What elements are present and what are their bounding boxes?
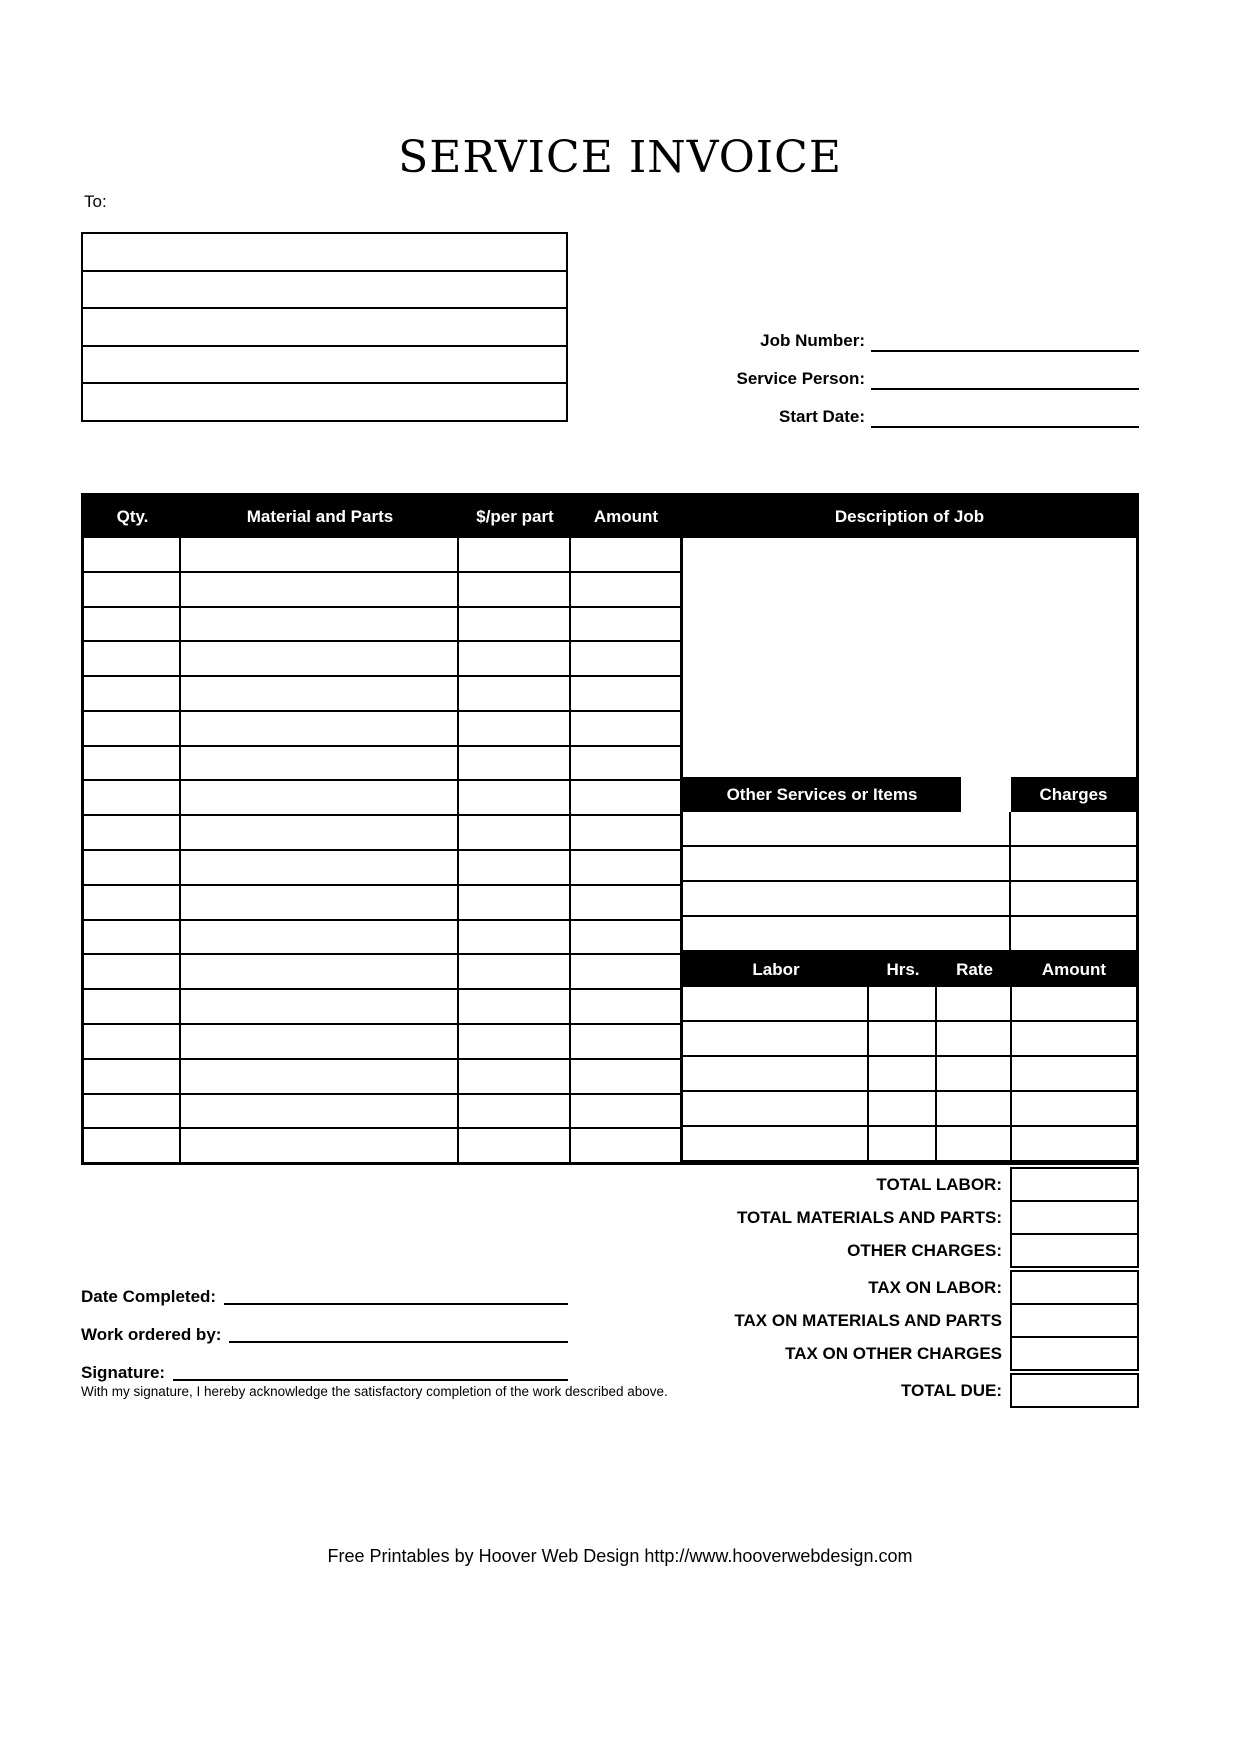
material-cell[interactable] [181,1025,459,1058]
totals-section [560,1167,1139,1408]
amount-cell[interactable] [571,781,681,814]
labor-desc-cell[interactable] [683,1092,869,1125]
total-label: OTHER CHARGES: [847,1241,1002,1260]
per-part-cell[interactable] [459,1025,571,1058]
charge-row [683,847,1136,882]
material-cell[interactable] [181,1095,459,1128]
recipient-address-box [81,232,568,422]
table-row [84,677,681,712]
material-cell[interactable] [181,573,459,606]
hours-cell[interactable] [869,1022,937,1055]
address-input-row[interactable] [83,234,566,272]
other-services-header-bar [683,777,1136,812]
signature-block [81,1267,568,1381]
amount-cell[interactable] [571,1095,681,1128]
charges-header: Charges [1011,777,1136,812]
qty-cell[interactable] [84,1025,181,1058]
labor-amount-cell[interactable] [1012,1092,1136,1125]
qty-cell[interactable] [84,538,181,571]
labor-row [683,1057,1136,1092]
material-cell[interactable] [181,747,459,780]
amount-cell[interactable] [571,921,681,954]
total-row [560,1200,1139,1235]
per-part-cell[interactable] [459,538,571,571]
labor-amount-cell[interactable] [1012,987,1136,1020]
amount-cell[interactable] [571,990,681,1023]
charge-amount-cell[interactable] [1011,812,1136,845]
signature-row [81,1343,568,1381]
signature-row-label: Signature: [81,1363,166,1382]
job-description-section [680,493,1139,1165]
other-services-header: Other Services or Items [683,777,961,812]
material-cell[interactable] [181,538,459,571]
per-part-cell[interactable] [459,886,571,919]
total-row [560,1303,1139,1338]
amount-cell[interactable] [571,886,681,919]
total-value-box[interactable] [1010,1200,1139,1235]
field-row [600,352,1139,390]
per-part-cell[interactable] [459,851,571,884]
charge-amount-cell[interactable] [1011,882,1136,915]
field-row [600,390,1139,428]
per-part-cell[interactable] [459,1060,571,1093]
qty-cell[interactable] [84,1095,181,1128]
table-row [84,608,681,643]
table-row [84,747,681,782]
qty-cell[interactable] [84,955,181,988]
total-row [560,1336,1139,1371]
per-part-cell[interactable] [459,573,571,606]
table-row [84,642,681,677]
qty-cell[interactable] [84,1060,181,1093]
labor-desc-cell[interactable] [683,987,869,1020]
table-row [84,816,681,851]
field-input-line[interactable] [871,426,1139,428]
material-cell[interactable] [181,955,459,988]
table-row [84,1129,681,1162]
materials-rows [84,538,681,1162]
address-input-row[interactable] [83,347,566,385]
field-input-line[interactable] [871,350,1139,352]
column-header: $/per part [476,507,554,526]
table-row [84,921,681,956]
table-row [84,886,681,921]
header-gap [961,777,1011,812]
labor-row [683,1127,1136,1162]
column-header: Amount [593,507,659,526]
material-cell[interactable] [181,608,459,641]
per-part-cell[interactable] [459,990,571,1023]
labor-amount-cell[interactable] [1012,1057,1136,1090]
table-row [84,1060,681,1095]
material-cell[interactable] [181,886,459,919]
rate-cell[interactable] [937,987,1012,1020]
field-label: Service Person: [736,369,865,388]
labor-column-header: Rate [956,959,993,979]
labor-row [683,1092,1136,1127]
material-cell[interactable] [181,851,459,884]
labor-column-header: Hrs. [886,959,920,979]
table-row [84,851,681,886]
per-part-cell[interactable] [459,642,571,675]
hours-cell[interactable] [869,1092,937,1125]
signature-input-line[interactable] [224,1303,568,1305]
hours-cell[interactable] [869,1057,937,1090]
labor-column-header: Labor [752,959,800,979]
labor-amount-cell[interactable] [1012,1022,1136,1055]
material-cell[interactable] [181,1060,459,1093]
labor-header-bar [683,952,1136,987]
per-part-cell[interactable] [459,608,571,641]
total-label: TAX ON LABOR: [868,1278,1002,1297]
rate-cell[interactable] [937,1092,1012,1125]
field-row [600,314,1139,352]
per-part-cell[interactable] [459,677,571,710]
total-value-box[interactable] [1010,1336,1139,1371]
total-row [560,1270,1139,1305]
labor-row [683,1022,1136,1057]
amount-cell[interactable] [571,747,681,780]
material-cell[interactable] [181,816,459,849]
service-item-cell[interactable] [683,882,1011,915]
qty-cell[interactable] [84,747,181,780]
description-header: Description of Job [683,496,1136,538]
labor-row [683,987,1136,1022]
amount-cell[interactable] [571,1129,681,1162]
charge-amount-cell[interactable] [1011,917,1136,950]
total-label: TOTAL LABOR: [876,1175,1002,1194]
amount-cell[interactable] [571,1025,681,1058]
qty-cell[interactable] [84,851,181,884]
amount-cell[interactable] [571,1060,681,1093]
field-label: Start Date: [779,407,865,426]
total-label: TOTAL DUE: [900,1381,1002,1400]
labor-amount-cell[interactable] [1012,1127,1136,1160]
qty-cell[interactable] [84,781,181,814]
material-cell[interactable] [181,1129,459,1162]
total-value-box[interactable] [1010,1303,1139,1338]
material-cell[interactable] [181,781,459,814]
qty-cell[interactable] [84,921,181,954]
qty-cell[interactable] [84,677,181,710]
rate-cell[interactable] [937,1057,1012,1090]
material-cell[interactable] [181,642,459,675]
total-value-box[interactable] [1010,1233,1139,1268]
per-part-cell[interactable] [459,921,571,954]
per-part-cell[interactable] [459,955,571,988]
amount-cell[interactable] [571,573,681,606]
signature-input-line[interactable] [173,1379,568,1381]
job-fields [600,314,1139,428]
amount-cell[interactable] [571,642,681,675]
total-value-box[interactable] [1010,1373,1139,1408]
charge-row [683,917,1136,952]
amount-cell[interactable] [571,538,681,571]
charge-row [683,812,1136,847]
field-input-line[interactable] [871,388,1139,390]
table-row [84,955,681,990]
address-input-row[interactable] [83,384,566,420]
table-row [84,538,681,573]
signature-disclaimer: With my signature, I hereby acknowledge the satisfactory completion of the work described above. [81,1384,668,1399]
total-label: TAX ON MATERIALS AND PARTS [734,1311,1002,1330]
charge-row [683,882,1136,917]
qty-cell[interactable] [84,608,181,641]
total-row [560,1233,1139,1268]
per-part-cell[interactable] [459,781,571,814]
service-item-cell[interactable] [683,847,1011,880]
qty-cell[interactable] [84,816,181,849]
service-item-cell[interactable] [683,917,1011,950]
material-cell[interactable] [181,712,459,745]
labor-desc-cell[interactable] [683,1057,869,1090]
amount-cell[interactable] [571,851,681,884]
footer-credit: Free Printables by Hoover Web Design http://www.hooverwebdesign.com [327,1546,913,1566]
table-row [84,573,681,608]
table-row [84,990,681,1025]
qty-cell[interactable] [84,990,181,1023]
per-part-cell[interactable] [459,1095,571,1128]
column-header: Qty. [116,507,149,526]
qty-cell[interactable] [84,886,181,919]
per-part-cell[interactable] [459,1129,571,1162]
qty-cell[interactable] [84,1129,181,1162]
amount-cell[interactable] [571,955,681,988]
per-part-cell[interactable] [459,816,571,849]
charges-rows [683,812,1136,952]
total-value-box[interactable] [1010,1270,1139,1305]
column-header: Material and Parts [246,507,394,526]
total-label: TAX ON OTHER CHARGES [785,1344,1002,1363]
table-row [84,781,681,816]
material-cell[interactable] [181,677,459,710]
material-cell[interactable] [181,990,459,1023]
qty-cell[interactable] [84,573,181,606]
field-label: Job Number: [760,331,865,350]
address-input-row[interactable] [83,309,566,347]
labor-rows [683,987,1136,1162]
per-part-cell[interactable] [459,712,571,745]
labor-column-header: Amount [1041,959,1107,979]
description-input-area[interactable] [683,538,1136,777]
signature-row [81,1305,568,1343]
service-item-cell[interactable] [683,812,1011,845]
hours-cell[interactable] [869,987,937,1020]
total-label: TOTAL MATERIALS AND PARTS: [736,1208,1002,1227]
qty-cell[interactable] [84,712,181,745]
amount-cell[interactable] [571,677,681,710]
signature-row-label: Work ordered by: [81,1325,222,1344]
address-input-row[interactable] [83,272,566,310]
materials-header-bar [84,496,681,538]
rate-cell[interactable] [937,1127,1012,1160]
labor-desc-cell[interactable] [683,1127,869,1160]
page-title: SERVICE INVOICE [398,132,842,183]
amount-cell[interactable] [571,816,681,849]
total-value-box[interactable] [1010,1167,1139,1202]
materials-table [81,493,681,1165]
table-row [84,712,681,747]
labor-desc-cell[interactable] [683,1022,869,1055]
total-row [560,1167,1139,1202]
table-row [84,1025,681,1060]
charge-amount-cell[interactable] [1011,847,1136,880]
to-label: To: [84,192,107,211]
amount-cell[interactable] [571,608,681,641]
material-cell[interactable] [181,921,459,954]
signature-row [81,1267,568,1305]
table-row [84,1095,681,1130]
hours-cell[interactable] [869,1127,937,1160]
signature-row-label: Date Completed: [81,1287,217,1306]
per-part-cell[interactable] [459,747,571,780]
rate-cell[interactable] [937,1022,1012,1055]
qty-cell[interactable] [84,642,181,675]
amount-cell[interactable] [571,712,681,745]
signature-input-line[interactable] [229,1341,568,1343]
